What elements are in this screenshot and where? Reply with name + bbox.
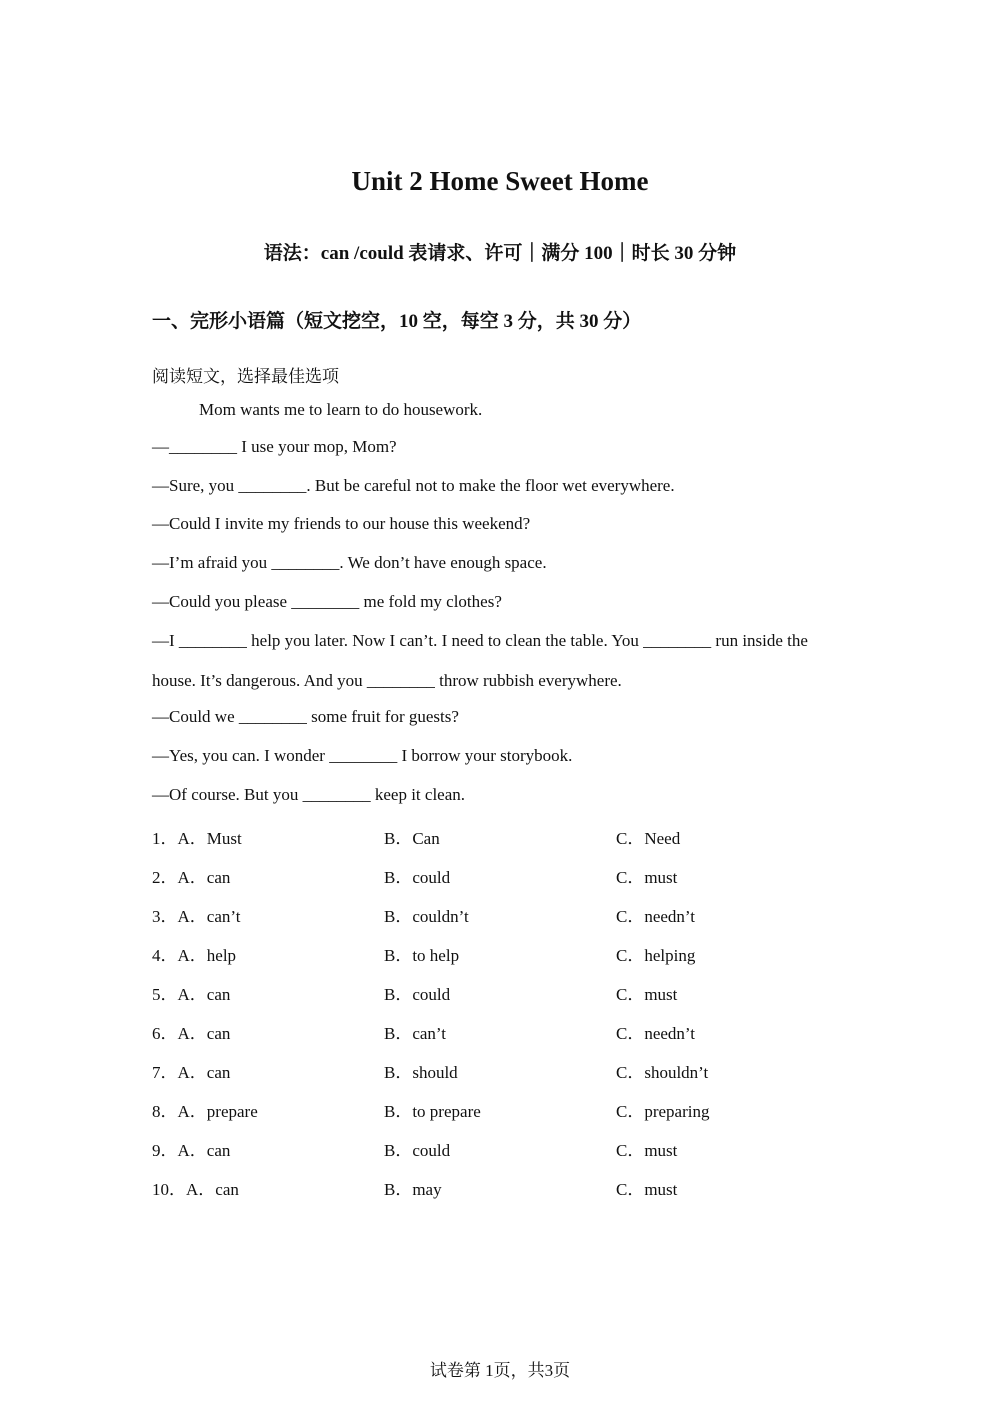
option-c: C．must xyxy=(616,1141,678,1160)
option-b: B．couldn’t xyxy=(384,907,469,926)
passage-line: —________ I use your mop, Mom? xyxy=(152,437,397,456)
passage-line: —Yes, you can. I wonder ________ I borrow your storybook. xyxy=(152,746,573,765)
option-b: B．could xyxy=(384,985,451,1004)
option-a: 5．A．can xyxy=(152,985,231,1004)
option-a: 2．A．can xyxy=(152,868,231,887)
option-a: 8．A．prepare xyxy=(152,1102,258,1121)
option-a: 3．A．can’t xyxy=(152,907,241,926)
passage-line: —Sure, you ________. But be careful not to make the floor wet everywhere. xyxy=(152,476,675,495)
page-footer: 试卷第 1页，共3页 xyxy=(429,1361,571,1380)
option-c: C．must xyxy=(616,1180,678,1199)
option-a: 10．A．can xyxy=(152,1180,239,1199)
passage-line: —Of course. But you ________ keep it clean. xyxy=(152,785,466,804)
passage-line: —Could I invite my friends to our house this weekend? xyxy=(152,514,531,533)
option-c: C．helping xyxy=(616,946,696,965)
option-c: C．needn’t xyxy=(616,1024,696,1043)
option-a: 6．A．can xyxy=(152,1024,231,1043)
option-b: B．may xyxy=(384,1180,442,1199)
option-a: 9．A．can xyxy=(152,1141,231,1160)
option-c: C．Need xyxy=(616,829,681,848)
option-b: B．could xyxy=(384,868,451,887)
option-b: B．can’t xyxy=(384,1024,447,1043)
passage-line: house. It’s dangerous. And you ________ throw rubbish everywhere. xyxy=(152,671,622,690)
section-heading: 一、完形小语篇（短文挖空，10 空，每空 3 分，共 30 分） xyxy=(152,311,642,332)
option-c: C．needn’t xyxy=(616,907,696,926)
page-title: Unit 2 Home Sweet Home xyxy=(351,166,649,196)
option-c: C．must xyxy=(616,868,678,887)
instruction-text: 阅读短文，选择最佳选项 xyxy=(152,367,339,386)
passage-line: —I’m afraid you ________. We don’t have enough space. xyxy=(152,553,547,572)
passage-line: —I ________ help you later. Now I can’t. I need to clean the table. You ________ run inside the xyxy=(152,631,808,650)
passage-line: Mom wants me to learn to do housework. xyxy=(199,400,483,419)
option-b: B．to help xyxy=(384,946,460,965)
option-c: C．must xyxy=(616,985,678,1004)
option-a: 1．A．Must xyxy=(152,829,242,848)
option-c: C．shouldn’t xyxy=(616,1063,709,1082)
option-b: B．to prepare xyxy=(384,1102,481,1121)
page-subtitle: 语法：can /could 表请求、许可｜满分 100｜时长 30 分钟 xyxy=(263,243,737,264)
option-b: B．should xyxy=(384,1063,458,1082)
option-a: 7．A．can xyxy=(152,1063,231,1082)
option-b: B．could xyxy=(384,1141,451,1160)
passage-line: —Could you please ________ me fold my clothes? xyxy=(152,592,502,611)
option-a: 4．A．help xyxy=(152,946,237,965)
option-b: B．Can xyxy=(384,829,440,848)
option-c: C．preparing xyxy=(616,1102,710,1121)
passage-line: —Could we ________ some fruit for guests? xyxy=(152,707,459,726)
